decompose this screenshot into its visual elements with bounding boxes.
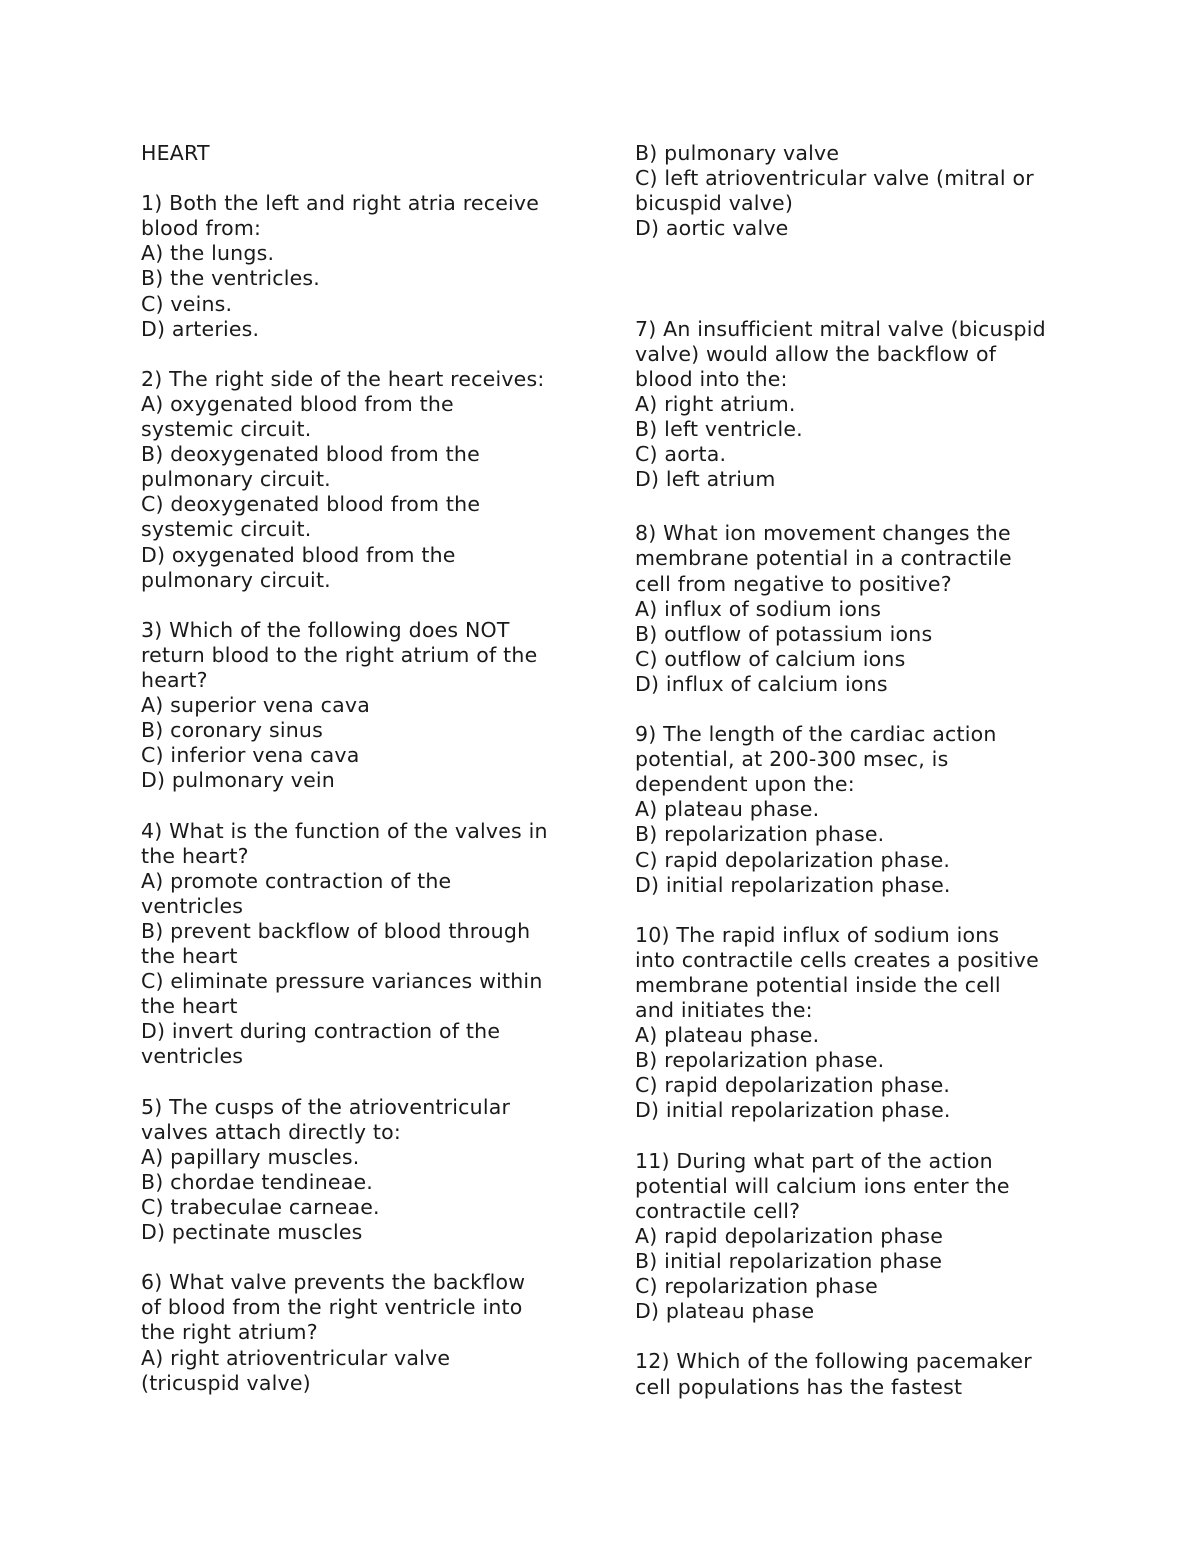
left-column [141, 141, 581, 1396]
question-line: contractile cell? [635, 1198, 801, 1223]
answer-option: A) rapid depolarization phase [635, 1223, 944, 1248]
question-line: cell populations has the fastest [635, 1374, 963, 1399]
answer-option: C) eliminate pressure variances within [141, 969, 543, 994]
question-line: 12) Which of the following pacemaker [635, 1349, 1032, 1374]
question-6-continued [635, 141, 1075, 241]
question-3 [141, 618, 581, 794]
question-line: 8) What ion movement changes the [635, 521, 1011, 546]
question-line: dependent upon the: [635, 772, 855, 797]
spacer [141, 342, 581, 367]
answer-option: ventricles [141, 1044, 244, 1069]
answer-option: C) repolarization phase [635, 1274, 878, 1299]
answer-option: bicuspid valve) [635, 191, 794, 216]
question-line: of blood from the right ventricle into [141, 1295, 523, 1320]
answer-option: D) arteries. [141, 316, 260, 341]
question-1 [141, 191, 581, 342]
question-line: valve) would allow the backflow of [635, 341, 997, 366]
question-line: cell from negative to positive? [635, 571, 952, 596]
question-line: potential, at 200-300 msec, is [635, 747, 949, 772]
answer-option: D) left atrium [635, 467, 776, 492]
answer-option: B) prevent backflow of blood through [141, 918, 531, 943]
answer-option: D) initial repolarization phase. [635, 1098, 951, 1123]
answer-option: D) influx of calcium ions [635, 671, 888, 696]
answer-option: B) outflow of potassium ions [635, 621, 933, 646]
question-line: blood from: [141, 216, 262, 241]
answer-option: A) promote contraction of the [141, 868, 452, 893]
question-9 [635, 722, 1075, 898]
question-line: and initiates the: [635, 998, 813, 1023]
answer-option: B) pulmonary valve [635, 141, 840, 165]
question-line: the right atrium? [141, 1320, 318, 1345]
question-line: return blood to the right atrium of the [141, 642, 538, 667]
answer-option: B) coronary sinus [141, 718, 323, 743]
right-column [635, 141, 1075, 1400]
spacer [141, 166, 581, 191]
answer-option: B) initial repolarization phase [635, 1249, 943, 1274]
answer-option: B) chordae tendineae. [141, 1169, 374, 1194]
answer-option: B) deoxygenated blood from the [141, 442, 480, 467]
answer-option: B) repolarization phase. [635, 1048, 885, 1073]
answer-option: systemic circuit. [141, 517, 312, 542]
answer-option: D) pulmonary vein [141, 768, 335, 793]
spacer [635, 1124, 1075, 1149]
answer-option: D) invert during contraction of the [141, 1019, 501, 1044]
answer-option: A) right atrium. [635, 391, 796, 416]
answer-option: A) the lungs. [141, 241, 275, 266]
question-7 [635, 317, 1075, 493]
answer-option: the heart [141, 944, 238, 968]
question-line: 1) Both the left and right atria receive [141, 191, 540, 216]
answer-option: A) oxygenated blood from the [141, 391, 454, 416]
question-line: 10) The rapid influx of sodium ions [635, 922, 1000, 947]
question-line: valves attach directly to: [141, 1119, 401, 1144]
question-6 [141, 1270, 581, 1395]
answer-option: C) inferior vena cava [141, 743, 360, 768]
answer-option: C) veins. [141, 291, 233, 316]
spacer [141, 593, 581, 618]
document-title: HEART [141, 141, 210, 165]
answer-option: the heart [141, 994, 238, 1019]
answer-option: C) aorta. [635, 442, 727, 467]
question-line: 4) What is the function of the valves in [141, 818, 548, 843]
question-line: 6) What valve prevents the backflow [141, 1270, 526, 1295]
answer-option: pulmonary circuit. [141, 567, 331, 592]
question-line: 7) An insufficient mitral valve (bicuspid [635, 316, 1046, 341]
spacer [635, 697, 1075, 722]
answer-option: B) the ventricles. [141, 266, 321, 291]
answer-option: D) initial repolarization phase. [635, 872, 951, 897]
answer-option: C) outflow of calcium ions [635, 646, 906, 671]
answer-option: C) rapid depolarization phase. [635, 1073, 951, 1098]
question-5 [141, 1095, 581, 1246]
answer-option: A) papillary muscles. [141, 1144, 360, 1169]
question-12 [635, 1349, 1075, 1399]
spacer [141, 1245, 581, 1270]
answer-option: A) right atrioventricular valve [141, 1345, 451, 1370]
answer-option: A) plateau phase. [635, 797, 820, 822]
question-4 [141, 819, 581, 1070]
question-11 [635, 1149, 1075, 1325]
question-2 [141, 367, 581, 593]
answer-option: D) pectinate muscles [141, 1220, 363, 1245]
spacer [141, 1069, 581, 1094]
answer-option: B) left ventricle. [635, 417, 803, 442]
question-line: 9) The length of the cardiac action [635, 722, 997, 747]
answer-option: systemic circuit. [141, 417, 312, 442]
question-line: 3) Which of the following does NOT [141, 617, 510, 642]
answer-option: A) superior vena cava [141, 693, 370, 718]
question-line: potential will calcium ions enter the [635, 1173, 1010, 1198]
spacer [635, 241, 1075, 316]
question-10 [635, 923, 1075, 1124]
answer-option: C) trabeculae carneae. [141, 1194, 380, 1219]
answer-option: (tricuspid valve) [141, 1370, 311, 1395]
answer-option: A) influx of sodium ions [635, 596, 882, 621]
answer-option: ventricles [141, 893, 244, 918]
answer-option: C) deoxygenated blood from the [141, 492, 481, 517]
spacer [635, 1324, 1075, 1349]
question-line: the heart? [141, 843, 249, 868]
question-line: 2) The right side of the heart receives: [141, 366, 545, 391]
answer-option: D) oxygenated blood from the [141, 542, 456, 567]
question-line: 11) During what part of the action [635, 1148, 993, 1173]
spacer [635, 898, 1075, 923]
question-line: membrane potential inside the cell [635, 973, 1001, 998]
answer-option: B) repolarization phase. [635, 822, 885, 847]
question-8 [635, 521, 1075, 697]
question-line: membrane potential in a contractile [635, 546, 1012, 571]
answer-option: pulmonary circuit. [141, 467, 331, 492]
question-line: into contractile cells creates a positive [635, 947, 1039, 972]
spacer [635, 492, 1075, 521]
answer-option: C) rapid depolarization phase. [635, 847, 951, 872]
question-line: heart? [141, 667, 208, 692]
spacer [141, 793, 581, 818]
question-line: blood into the: [635, 366, 788, 391]
answer-option: D) plateau phase [635, 1299, 815, 1324]
answer-option: C) left atrioventricular valve (mitral or [635, 166, 1034, 191]
answer-option: A) plateau phase. [635, 1023, 820, 1048]
answer-option: D) aortic valve [635, 216, 789, 241]
question-line: 5) The cusps of the atrioventricular [141, 1094, 511, 1119]
